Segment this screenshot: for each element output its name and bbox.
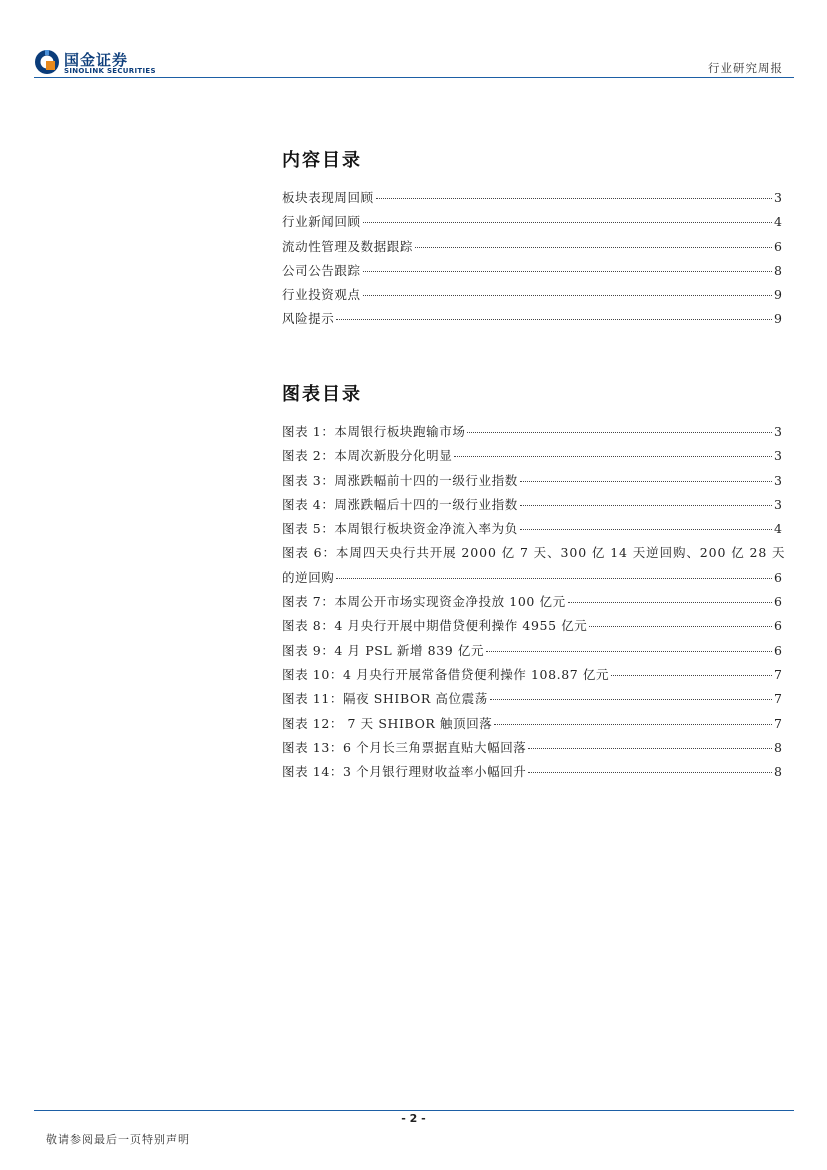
dot-leader [520,481,772,482]
contents-entry-page: 8 [774,262,782,278]
report-type-label: 行业研究周报 [708,61,783,75]
dot-leader [363,295,772,296]
figure-entry[interactable] [282,663,782,687]
figure-entry[interactable] [282,639,782,663]
figure-entry-label: 图表 10：4 月央行开展常备借贷便利操作 108.87 亿元 [282,666,610,682]
page-number: - 2 - [401,1112,426,1125]
figure-entry-label: 图表 4：周涨跌幅后十四的一级行业指数 [282,496,518,512]
dot-leader [467,432,772,433]
figure-entry-page: 6 [774,594,782,610]
figure-entry[interactable] [282,736,782,760]
contents-section [282,148,782,332]
footer-divider [34,1110,794,1111]
logo-text-cn: 国金证券 [64,51,129,69]
dot-leader [568,602,772,603]
dot-leader [454,456,772,457]
figure-entry-label: 图表 13：6 个月长三角票据直贴大幅回落 [282,739,527,755]
figure-entry-label: 图表 5：本周银行板块资金净流入率为负 [282,521,518,537]
contents-entry-page: 3 [774,190,782,205]
figure-entry-label: 图表 8：4 月央行开展中期借贷便利操作 4955 亿元 [282,618,588,634]
contents-entry-page: 9 [774,311,782,327]
dot-leader [528,772,772,773]
dot-leader [336,319,772,320]
contents-entry-label: 行业投资观点 [282,287,361,303]
figure-entry[interactable] [282,541,786,565]
figures-list [282,420,786,784]
figure-entry-label: 图表 1：本周银行板块跑输市场 [282,424,466,439]
figure-entry[interactable] [282,420,782,444]
figure-entry-page: 8 [774,764,782,780]
dot-leader [486,651,772,652]
figure-entry[interactable] [282,614,782,638]
contents-list [282,186,782,332]
dot-leader [520,529,772,530]
figure-entry-label: 图表 7：本周公开市场实现资金净投放 100 亿元 [282,594,566,610]
dot-leader [528,748,772,749]
figures-section [282,382,786,784]
figure-entry[interactable] [282,760,782,784]
contents-title: 内容目录 [282,150,362,171]
figure-entry-page: 6 [774,618,782,634]
logo-text-en: SINOLINK SECURITIES [64,67,156,75]
contents-entry-label: 行业新闻回顾 [282,214,361,230]
figure-entry[interactable] [282,493,782,517]
figure-entry-label: 图表 12： 7 天 SHIBOR 触顶回落 [282,715,493,731]
dot-leader [376,198,772,199]
figure-entry[interactable] [282,590,782,614]
dot-leader [363,222,772,223]
figure-entry-label: 图表 11：隔夜 SHIBOR 高位震荡 [282,691,488,707]
figure-entry[interactable] [282,444,782,468]
contents-entry[interactable] [282,283,782,307]
dot-leader [611,675,772,676]
figure-entry-label: 图表 14：3 个月银行理财收益率小幅回升 [282,764,527,780]
company-logo [34,47,154,79]
dot-leader [490,699,772,700]
contents-entry[interactable] [282,186,782,210]
figure-entry-page: 7 [774,715,782,731]
figure-entry-page: 7 [774,691,782,707]
figure-entry-page: 7 [774,666,782,682]
figure-entry-label: 图表 2：本周次新股分化明显 [282,448,453,464]
figure-entry-label: 图表 3：周涨跌幅前十四的一级行业指数 [282,472,518,488]
disclaimer-note: 敬请参阅最后一页特别声明 [46,1133,190,1146]
figure-entry-page: 6 [774,569,782,585]
contents-entry-label: 板块表现周回顾 [282,190,374,205]
contents-entry-page: 9 [774,287,782,303]
contents-entry[interactable] [282,307,782,331]
contents-entry-label: 公司公告跟踪 [282,262,361,278]
contents-entry-label: 流动性管理及数据跟踪 [282,238,414,254]
page-header [0,0,827,80]
figure-entry-continuation[interactable] [282,566,782,590]
logo-mark-icon [34,49,60,75]
figure-entry-label-continued: 的逆回购 [282,569,335,585]
dot-leader [520,505,772,506]
contents-entry-page: 6 [774,238,782,254]
figure-entry-page: 4 [774,521,782,537]
figure-entry[interactable] [282,469,782,493]
figure-entry-page: 3 [774,472,782,488]
dot-leader [336,578,772,579]
figure-entry-label: 图表 9：4 月 PSL 新增 839 亿元 [282,642,485,658]
figure-entry[interactable] [282,517,782,541]
figure-entry-page: 3 [774,424,782,439]
figures-title: 图表目录 [282,384,362,405]
dot-leader [589,626,772,627]
figure-entry-page: 3 [774,448,782,464]
dot-leader [363,271,772,272]
contents-entry[interactable] [282,235,782,259]
figure-entry-page: 8 [774,739,782,755]
dot-leader [415,247,772,248]
contents-entry-page: 4 [774,214,782,230]
contents-entry-label: 风险提示 [282,311,335,327]
contents-entry[interactable] [282,259,782,283]
header-divider [34,77,794,78]
figure-entry-page: 3 [774,496,782,512]
figure-entry-label: 图表 6：本周四天央行共开展 2000 亿 7 天、300 亿 14 天逆回购、200 亿 28 天 [282,545,786,561]
figure-entry-page: 6 [774,642,782,658]
figure-entry[interactable] [282,687,782,711]
contents-entry[interactable] [282,210,782,234]
dot-leader [494,724,772,725]
figure-entry[interactable] [282,712,782,736]
